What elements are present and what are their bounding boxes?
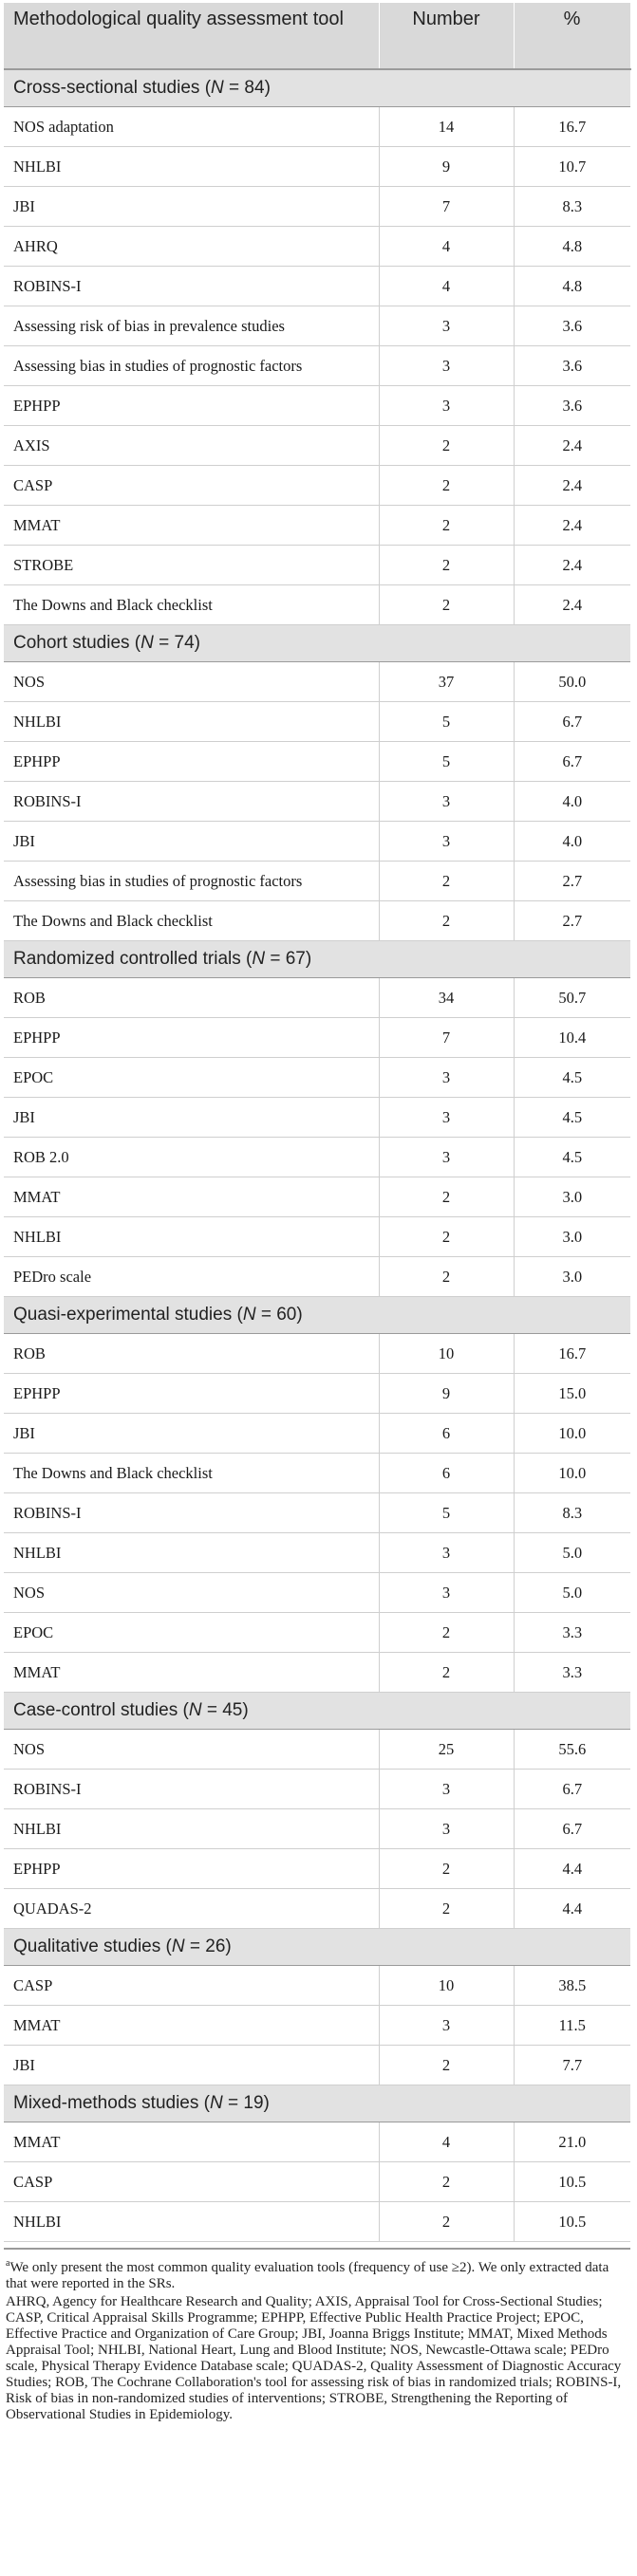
group-label: Randomized controlled trials bbox=[13, 949, 241, 969]
table-row bbox=[4, 1889, 630, 1929]
group-header bbox=[4, 1297, 630, 1334]
group-count-suffix: ) bbox=[264, 78, 271, 98]
group-header-row bbox=[4, 1929, 630, 1966]
group-count-prefix: ( bbox=[178, 1700, 189, 1720]
tool-name-cell: QUADAS-2 bbox=[4, 1889, 379, 1929]
number-cell: 2 bbox=[379, 901, 514, 941]
percent-cell: 3.3 bbox=[514, 1613, 630, 1653]
group-count-prefix: ( bbox=[160, 1937, 172, 1956]
table-row bbox=[4, 2006, 630, 2046]
tool-name-cell: NHLBI bbox=[4, 702, 379, 742]
table-row bbox=[4, 702, 630, 742]
number-cell: 3 bbox=[379, 386, 514, 426]
percent-cell: 4.8 bbox=[514, 227, 630, 267]
percent-cell: 10.5 bbox=[514, 2202, 630, 2242]
number-cell: 2 bbox=[379, 1653, 514, 1693]
table-row bbox=[4, 306, 630, 346]
percent-cell: 55.6 bbox=[514, 1730, 630, 1770]
tool-name-cell: EPHPP bbox=[4, 1849, 379, 1889]
table-row bbox=[4, 901, 630, 941]
tool-name-cell: NHLBI bbox=[4, 1217, 379, 1257]
table-row bbox=[4, 1809, 630, 1849]
percent-cell: 3.6 bbox=[514, 386, 630, 426]
group-count-equals: = bbox=[255, 1305, 277, 1325]
number-cell: 2 bbox=[379, 2162, 514, 2202]
number-cell: 2 bbox=[379, 466, 514, 506]
tool-name-cell: The Downs and Black checklist bbox=[4, 901, 379, 941]
number-cell: 2 bbox=[379, 546, 514, 585]
number-cell: 2 bbox=[379, 506, 514, 546]
percent-cell: 4.0 bbox=[514, 822, 630, 862]
table-row bbox=[4, 466, 630, 506]
group-header-row bbox=[4, 2085, 630, 2122]
number-cell: 7 bbox=[379, 1018, 514, 1058]
tool-name-cell: The Downs and Black checklist bbox=[4, 585, 379, 625]
group-count-prefix: ( bbox=[129, 633, 141, 653]
number-cell: 2 bbox=[379, 2202, 514, 2242]
table-row bbox=[4, 1454, 630, 1493]
table-row bbox=[4, 227, 630, 267]
group-count-suffix: ) bbox=[194, 633, 200, 653]
percent-cell: 6.7 bbox=[514, 702, 630, 742]
table-row bbox=[4, 2202, 630, 2242]
number-cell: 3 bbox=[379, 346, 514, 386]
percent-cell: 8.3 bbox=[514, 187, 630, 227]
group-count-suffix: ) bbox=[305, 949, 312, 969]
tool-name-cell: CASP bbox=[4, 466, 379, 506]
group-count-equals: = bbox=[184, 1937, 206, 1956]
group-count-equals: = bbox=[223, 78, 245, 98]
tool-name-cell: AHRQ bbox=[4, 227, 379, 267]
percent-cell: 4.5 bbox=[514, 1138, 630, 1177]
tool-name-cell: Assessing risk of bias in prevalence studies bbox=[4, 306, 379, 346]
group-count-suffix: ) bbox=[296, 1305, 303, 1325]
tool-name-cell: ROBINS-I bbox=[4, 782, 379, 822]
tool-name-cell: NOS bbox=[4, 662, 379, 702]
group-label: Cross-sectional studies bbox=[13, 78, 200, 98]
group-label: Qualitative studies bbox=[13, 1937, 161, 1956]
table-row bbox=[4, 346, 630, 386]
table-row bbox=[4, 147, 630, 187]
number-cell: 10 bbox=[379, 1966, 514, 2006]
tool-name-cell: ROBINS-I bbox=[4, 267, 379, 306]
number-cell: 2 bbox=[379, 862, 514, 901]
percent-cell: 5.0 bbox=[514, 1573, 630, 1613]
percent-cell: 8.3 bbox=[514, 1493, 630, 1533]
group-count-prefix: ( bbox=[198, 2093, 210, 2113]
table-row bbox=[4, 2122, 630, 2162]
tool-name-cell: JBI bbox=[4, 1098, 379, 1138]
number-cell: 2 bbox=[379, 585, 514, 625]
table-row bbox=[4, 662, 630, 702]
percent-cell: 3.0 bbox=[514, 1257, 630, 1297]
tool-name-cell: JBI bbox=[4, 2046, 379, 2085]
number-cell: 2 bbox=[379, 1177, 514, 1217]
header-percent: % bbox=[514, 3, 630, 69]
group-header-row bbox=[4, 1297, 630, 1334]
table-row bbox=[4, 1730, 630, 1770]
table-row bbox=[4, 2046, 630, 2085]
percent-cell: 2.7 bbox=[514, 862, 630, 901]
group-label: Cohort studies bbox=[13, 633, 130, 653]
table-row bbox=[4, 546, 630, 585]
tool-name-cell: The Downs and Black checklist bbox=[4, 1454, 379, 1493]
number-cell: 14 bbox=[379, 107, 514, 147]
group-count-prefix: ( bbox=[232, 1305, 243, 1325]
group-count-suffix: ) bbox=[263, 2093, 270, 2113]
tool-name-cell: EPOC bbox=[4, 1058, 379, 1098]
tool-name-cell: NHLBI bbox=[4, 147, 379, 187]
group-count-equals: = bbox=[153, 633, 175, 653]
number-cell: 2 bbox=[379, 426, 514, 466]
number-cell: 3 bbox=[379, 822, 514, 862]
percent-cell: 50.0 bbox=[514, 662, 630, 702]
table-row bbox=[4, 426, 630, 466]
number-cell: 2 bbox=[379, 1849, 514, 1889]
tool-name-cell: ROB 2.0 bbox=[4, 1138, 379, 1177]
number-cell: 10 bbox=[379, 1334, 514, 1374]
percent-cell: 4.4 bbox=[514, 1849, 630, 1889]
percent-cell: 10.5 bbox=[514, 2162, 630, 2202]
group-label: Case-control studies bbox=[13, 1700, 178, 1720]
table-row bbox=[4, 1374, 630, 1414]
table-row bbox=[4, 1217, 630, 1257]
group-header bbox=[4, 2085, 630, 2122]
number-cell: 2 bbox=[379, 1257, 514, 1297]
tool-name-cell: ROBINS-I bbox=[4, 1770, 379, 1809]
tool-name-cell: Assessing bias in studies of prognostic factors bbox=[4, 862, 379, 901]
number-cell: 34 bbox=[379, 978, 514, 1018]
percent-cell: 6.7 bbox=[514, 1809, 630, 1849]
tool-name-cell: STROBE bbox=[4, 546, 379, 585]
table-row bbox=[4, 978, 630, 1018]
percent-cell: 16.7 bbox=[514, 1334, 630, 1374]
group-header-row bbox=[4, 69, 630, 107]
footnote-abbreviations: AHRQ, Agency for Healthcare Research and Quality; AXIS, Appraisal Tool for Cross-Sectional Studies; CASP, Critical Appraisal Skills Programme; EPHPP, Effective Public Health Practice Project; EPOC, Effective Practice and Organization of Care Group; JBI, Joanna Briggs Institute; MMAT, Mixed Methods Appraisal Tool; NHLBI, National Heart, Lung and Blood Institute; NOS, Newcastle-Ottawa scale; PEDro scale, Physical Therapy Evidence Database scale; QUADAS-2, Quality Assessment of Diagnostic Accuracy Studies; ROB, The Cochrane Collaboration's tool for assessing risk of bias in randomized trials; ROBINS-I, Risk of bias in non-randomized studies of interventions; STROBE, Strengthening the Reporting of Observational Studies in Epidemiology. bbox=[6, 2294, 622, 2422]
number-cell: 2 bbox=[379, 1889, 514, 1929]
assessment-tools-table bbox=[4, 3, 631, 2242]
number-cell: 3 bbox=[379, 1098, 514, 1138]
group-count-equals: = bbox=[222, 2093, 244, 2113]
tool-name-cell: ROBINS-I bbox=[4, 1493, 379, 1533]
group-count: 26 bbox=[205, 1937, 226, 1956]
percent-cell: 3.3 bbox=[514, 1653, 630, 1693]
group-header-row bbox=[4, 1693, 630, 1730]
group-count-suffix: ) bbox=[242, 1700, 249, 1720]
percent-cell: 16.7 bbox=[514, 107, 630, 147]
number-cell: 3 bbox=[379, 1138, 514, 1177]
table-row bbox=[4, 822, 630, 862]
tool-name-cell: EPHPP bbox=[4, 742, 379, 782]
tool-name-cell: CASP bbox=[4, 2162, 379, 2202]
table-row bbox=[4, 506, 630, 546]
percent-cell: 5.0 bbox=[514, 1533, 630, 1573]
percent-cell: 10.7 bbox=[514, 147, 630, 187]
number-cell: 3 bbox=[379, 1058, 514, 1098]
number-cell: 9 bbox=[379, 1374, 514, 1414]
percent-cell: 4.5 bbox=[514, 1058, 630, 1098]
percent-cell: 7.7 bbox=[514, 2046, 630, 2085]
header-number: Number bbox=[379, 3, 514, 69]
number-cell: 5 bbox=[379, 742, 514, 782]
table-row bbox=[4, 782, 630, 822]
table-row bbox=[4, 1177, 630, 1217]
tool-name-cell: CASP bbox=[4, 1966, 379, 2006]
group-header bbox=[4, 941, 630, 978]
percent-cell: 10.4 bbox=[514, 1018, 630, 1058]
number-cell: 3 bbox=[379, 1770, 514, 1809]
table-row bbox=[4, 585, 630, 625]
table-row bbox=[4, 1966, 630, 2006]
percent-cell: 2.4 bbox=[514, 426, 630, 466]
percent-cell: 50.7 bbox=[514, 978, 630, 1018]
tool-name-cell: EPHPP bbox=[4, 1374, 379, 1414]
group-count: 19 bbox=[243, 2093, 264, 2113]
number-cell: 4 bbox=[379, 267, 514, 306]
percent-cell: 3.0 bbox=[514, 1177, 630, 1217]
percent-cell: 2.4 bbox=[514, 506, 630, 546]
tool-name-cell: MMAT bbox=[4, 2122, 379, 2162]
table-row bbox=[4, 267, 630, 306]
number-cell: 2 bbox=[379, 2046, 514, 2085]
number-cell: 6 bbox=[379, 1414, 514, 1454]
table-row bbox=[4, 1653, 630, 1693]
tool-name-cell: JBI bbox=[4, 822, 379, 862]
percent-cell: 10.0 bbox=[514, 1454, 630, 1493]
group-count: 60 bbox=[276, 1305, 297, 1325]
tool-name-cell: NHLBI bbox=[4, 1533, 379, 1573]
group-header bbox=[4, 1693, 630, 1730]
number-cell: 25 bbox=[379, 1730, 514, 1770]
group-count-symbol: N bbox=[242, 1305, 256, 1325]
tool-name-cell: NHLBI bbox=[4, 1809, 379, 1849]
footnote-mark: a bbox=[6, 2258, 10, 2269]
group-header-row bbox=[4, 625, 630, 662]
number-cell: 37 bbox=[379, 662, 514, 702]
group-label: Quasi-experimental studies bbox=[13, 1305, 233, 1325]
number-cell: 3 bbox=[379, 1573, 514, 1613]
tool-name-cell: Assessing bias in studies of prognostic factors bbox=[4, 346, 379, 386]
percent-cell: 21.0 bbox=[514, 2122, 630, 2162]
tool-name-cell: NOS bbox=[4, 1730, 379, 1770]
table-row bbox=[4, 1613, 630, 1653]
group-header bbox=[4, 69, 630, 107]
table-row bbox=[4, 386, 630, 426]
table-row bbox=[4, 187, 630, 227]
tool-name-cell: EPHPP bbox=[4, 1018, 379, 1058]
percent-cell: 2.4 bbox=[514, 546, 630, 585]
table-row bbox=[4, 742, 630, 782]
percent-cell: 3.6 bbox=[514, 346, 630, 386]
number-cell: 4 bbox=[379, 2122, 514, 2162]
table-row bbox=[4, 1414, 630, 1454]
group-count-prefix: ( bbox=[199, 78, 212, 98]
table-row bbox=[4, 1138, 630, 1177]
tool-name-cell: ROB bbox=[4, 978, 379, 1018]
number-cell: 3 bbox=[379, 782, 514, 822]
percent-cell: 4.0 bbox=[514, 782, 630, 822]
tool-name-cell: MMAT bbox=[4, 2006, 379, 2046]
tool-name-cell: PEDro scale bbox=[4, 1257, 379, 1297]
percent-cell: 6.7 bbox=[514, 1770, 630, 1809]
percent-cell: 4.4 bbox=[514, 1889, 630, 1929]
group-count: 74 bbox=[174, 633, 195, 653]
group-count-equals: = bbox=[201, 1700, 223, 1720]
number-cell: 3 bbox=[379, 1809, 514, 1849]
tool-name-cell: NOS adaptation bbox=[4, 107, 379, 147]
table-row bbox=[4, 1849, 630, 1889]
group-label: Mixed-methods studies bbox=[13, 2093, 199, 2113]
table-row bbox=[4, 862, 630, 901]
percent-cell: 4.8 bbox=[514, 267, 630, 306]
table-body bbox=[4, 69, 630, 2242]
table-row bbox=[4, 1098, 630, 1138]
group-count-symbol: N bbox=[211, 78, 224, 98]
footnote-main bbox=[6, 2255, 628, 2292]
table-row bbox=[4, 1533, 630, 1573]
group-count-symbol: N bbox=[252, 949, 266, 969]
number-cell: 3 bbox=[379, 2006, 514, 2046]
number-cell: 9 bbox=[379, 147, 514, 187]
percent-cell: 2.4 bbox=[514, 466, 630, 506]
number-cell: 4 bbox=[379, 227, 514, 267]
table-header-row bbox=[4, 3, 630, 69]
group-count: 84 bbox=[244, 78, 265, 98]
footnote-text: We only present the most common quality evaluation tools (frequency of use ≥2). We only extracted data that were reported in the SRs. bbox=[6, 2260, 609, 2291]
tool-name-cell: MMAT bbox=[4, 1653, 379, 1693]
number-cell: 5 bbox=[379, 1493, 514, 1533]
group-count-symbol: N bbox=[188, 1700, 202, 1720]
tool-name-cell: AXIS bbox=[4, 426, 379, 466]
tool-name-cell: EPOC bbox=[4, 1613, 379, 1653]
group-count-suffix: ) bbox=[225, 1937, 232, 1956]
header-tool: Methodological quality assessment tool bbox=[4, 3, 379, 69]
group-count: 45 bbox=[222, 1700, 243, 1720]
percent-cell: 4.5 bbox=[514, 1098, 630, 1138]
percent-cell: 15.0 bbox=[514, 1374, 630, 1414]
tool-name-cell: JBI bbox=[4, 187, 379, 227]
percent-cell: 3.0 bbox=[514, 1217, 630, 1257]
tool-name-cell: MMAT bbox=[4, 1177, 379, 1217]
group-count-prefix: ( bbox=[240, 949, 253, 969]
number-cell: 2 bbox=[379, 1217, 514, 1257]
percent-cell: 11.5 bbox=[514, 2006, 630, 2046]
percent-cell: 38.5 bbox=[514, 1966, 630, 2006]
group-header bbox=[4, 1929, 630, 1966]
percent-cell: 2.4 bbox=[514, 585, 630, 625]
table-row bbox=[4, 1018, 630, 1058]
tool-name-cell: ROB bbox=[4, 1334, 379, 1374]
table-row bbox=[4, 1058, 630, 1098]
table-footnote bbox=[4, 2248, 630, 2423]
group-count: 67 bbox=[285, 949, 306, 969]
group-count-symbol: N bbox=[171, 1937, 185, 1956]
number-cell: 3 bbox=[379, 306, 514, 346]
percent-cell: 10.0 bbox=[514, 1414, 630, 1454]
table-row bbox=[4, 1770, 630, 1809]
percent-cell: 6.7 bbox=[514, 742, 630, 782]
table-row bbox=[4, 1257, 630, 1297]
group-count-symbol: N bbox=[141, 633, 154, 653]
number-cell: 7 bbox=[379, 187, 514, 227]
tool-name-cell: NHLBI bbox=[4, 2202, 379, 2242]
group-count-equals: = bbox=[265, 949, 286, 969]
group-header bbox=[4, 625, 630, 662]
tool-name-cell: JBI bbox=[4, 1414, 379, 1454]
table-container bbox=[4, 3, 630, 2425]
number-cell: 5 bbox=[379, 702, 514, 742]
percent-cell: 3.6 bbox=[514, 306, 630, 346]
group-count-symbol: N bbox=[209, 2093, 223, 2113]
number-cell: 6 bbox=[379, 1454, 514, 1493]
number-cell: 3 bbox=[379, 1533, 514, 1573]
group-header-row bbox=[4, 941, 630, 978]
table-row bbox=[4, 1493, 630, 1533]
table-row bbox=[4, 1573, 630, 1613]
table-row bbox=[4, 1334, 630, 1374]
tool-name-cell: EPHPP bbox=[4, 386, 379, 426]
table-row bbox=[4, 107, 630, 147]
percent-cell: 2.7 bbox=[514, 901, 630, 941]
table-row bbox=[4, 2162, 630, 2202]
tool-name-cell: MMAT bbox=[4, 506, 379, 546]
number-cell: 2 bbox=[379, 1613, 514, 1653]
tool-name-cell: NOS bbox=[4, 1573, 379, 1613]
